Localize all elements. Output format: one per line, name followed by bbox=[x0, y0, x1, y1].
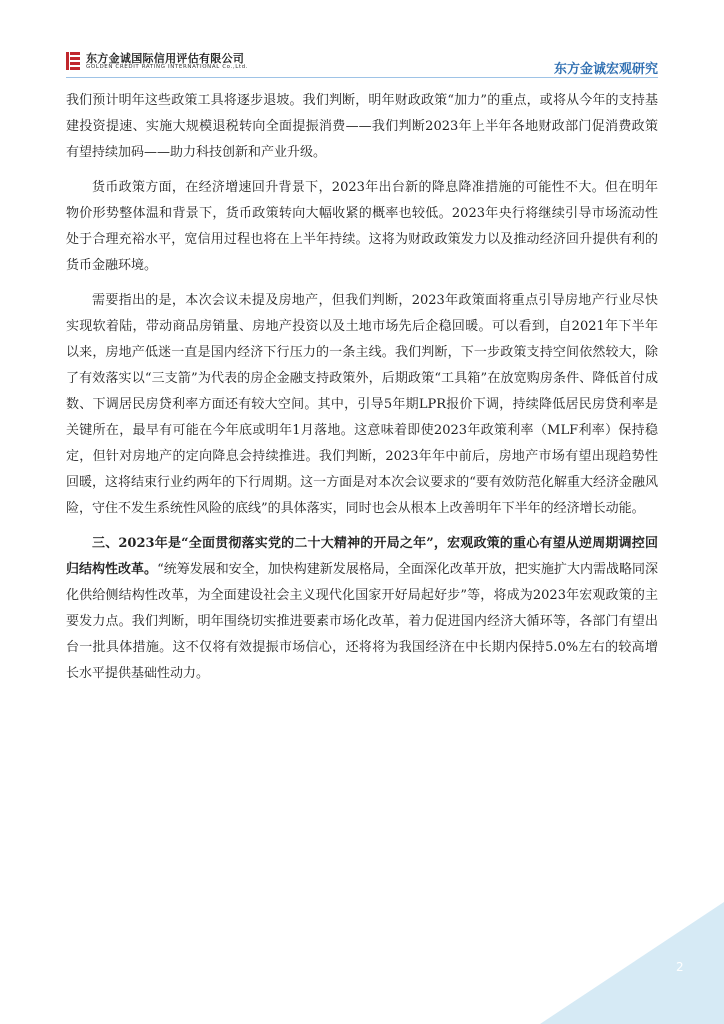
report-series-title: 东方金诚宏观研究 bbox=[553, 62, 658, 77]
header-divider bbox=[66, 77, 658, 78]
paragraph-fiscal-policy: 我们预计明年这些政策工具将逐步退坡。我们判断，明年财政政策“加力”的重点，或将从今年的支持基建投资提速、实施大规模退税转向全面提振消费——我们判断2023年上半年各地财政部门促消费政策有望持续加码——助力科技创新和产业升级。 bbox=[66, 93, 658, 160]
paragraph-monetary-policy: 货币政策方面，在经济增速回升背景下，2023年出台新的降息降准措施的可能性不大。但在明年物价形势整体温和背景下，货币政策转向大幅收紧的概率也较低。2023年央行将继续引导市场流动性处于合理充裕水平，宽信用过程也将在上半年持续。这将为财政政策发力以及推动经济回升提供有利的货币金融环境。 bbox=[66, 180, 658, 273]
corner-decoration bbox=[504, 874, 724, 1024]
company-name-en: GOLDEN CREDIT RATING INTERNATIONAL Co.,Ltd. bbox=[86, 64, 249, 70]
company-name-cn: 东方金诚国际信用评估有限公司 bbox=[86, 52, 245, 65]
company-logo-icon bbox=[66, 52, 80, 70]
page-number: 2 bbox=[676, 960, 684, 974]
paragraph-structural-reform-text: “统筹发展和安全，加快构建新发展格局，全面深化改革开放，把实施扩大内需战略同深化供给侧结构性改革，为全面建设社会主义现代化国家开好局起好步”等，将成为2023年宏观政策的主要发力点。我们判断，明年围绕切实推进要素市场化改革，着力促进国内经济大循环等，各部门有望出台一批具体措施。这不仅将有效提振市场信心，还将将为我国经济在中长期内保持5.0%左右的较高增长水平提供基础性动力。 bbox=[66, 562, 658, 681]
page-header bbox=[0, 0, 724, 80]
document-body bbox=[66, 88, 658, 696]
section-heading-three: 三、2023年是“全面贯彻落实党的二十大精神的开局之年”，宏观政策的重心有望从逆周期调控回归结构性改革。 bbox=[66, 536, 658, 577]
paragraph-structural-reform bbox=[66, 531, 658, 687]
paragraph-real-estate: 需要指出的是，本次会议未提及房地产，但我们判断，2023年政策面将重点引导房地产行业尽快实现软着陆，带动商品房销量、房地产投资以及土地市场先后企稳回暖。可以看到，自2021年下半年以来，房地产低迷一直是国内经济下行压力的一条主线。我们判断，下一步政策支持空间依然较大，除了有效落实以“三支箭”为代表的房企金融支持政策外，后期政策“工具箱”在放宽购房条件、降低首付成数、下调居民房贷利率方面还有较大空间。其中，引导5年期LPR报价下调，持续降低居民房贷利率是关键所在，最早有可能在今年底或明年1月落地。这意味着即使2023年政策利率（MLF利率）保持稳定，但针对房地产的定向降息会持续推进。我们判断，2023年年中前后，房地产市场有望出现趋势性回暖，这将结束行业约两年的下行周期。这一方面是对本次会议要求的“要有效防范化解重大经济金融风险，守住不发生系统性风险的底线”的具体落实，同时也会从根本上改善明年下半年的经济增长动能。 bbox=[66, 293, 658, 516]
